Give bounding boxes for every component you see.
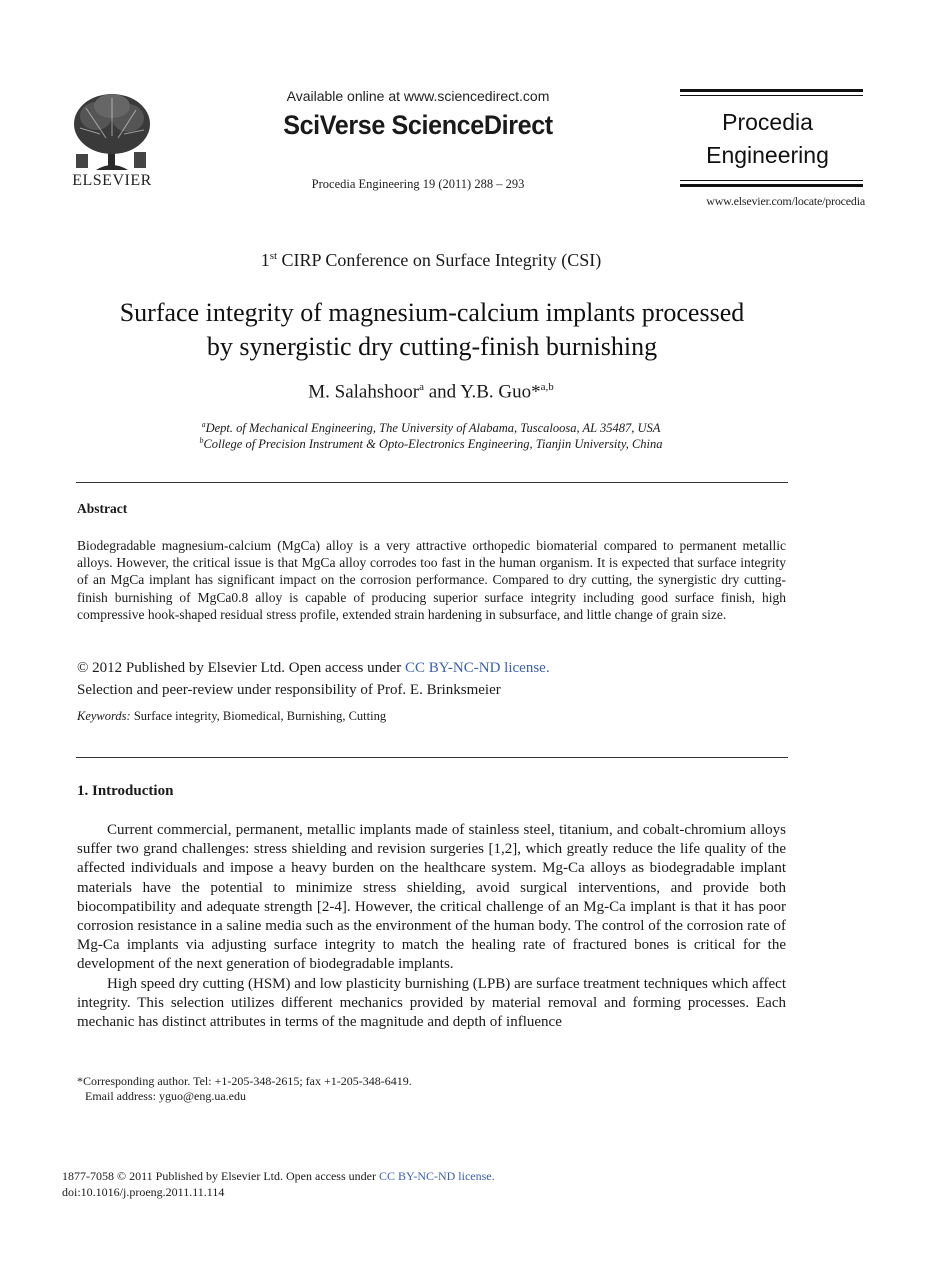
- page-footer: [62, 1168, 771, 1200]
- footer-open-access: Open access under: [286, 1169, 376, 1183]
- journal-title-line1: Procedia: [722, 109, 813, 135]
- peer-review-note: Selection and peer-review under responsibility of Prof. E. Brinksmeier: [77, 682, 501, 698]
- author-list: [0, 381, 862, 403]
- journal-box-rule: [680, 89, 863, 92]
- introduction-paragraph-1: Current commercial, permanent, metallic implants made of stainless steel, titanium, and cobalt-chromium alloys suffer two grand challenges: stress shielding and revision surgeries [1,2], which greatly reduce the life quality of the affected individuals and impose a heavy burden on the healthcare system. Mg-Ca alloys as biodegradable implant materials have the potential to minimize stress shielding, avoid surgical interventions, and provide both biocompatibility and adequate strength [2-4]. However, the critical challenge of an Mg-Ca implant is that it has poor corrosion resistance in a saline media such as the environment of the human body. The control of the corrosion rate of Mg-Ca implants via adjusting surface integrity to match the healing rate of fractured bones is critical for the development of the next generation of biodegradable implants.: [77, 822, 786, 973]
- doi[interactable]: doi:10.1016/j.proeng.2011.11.114: [62, 1185, 225, 1199]
- publisher-name: ELSEVIER: [72, 172, 152, 189]
- conference-name: [0, 250, 862, 271]
- issn-line: [62, 1168, 771, 1184]
- keywords-list: Surface integrity, Biomedical, Burnishing, Cutting: [133, 709, 387, 723]
- author-1: M. Salahshoor: [308, 381, 420, 403]
- corresponding-author-email: Email address: yguo@eng.ua.edu: [85, 1089, 247, 1103]
- paper-title-line2: by synergistic dry cutting-finish burnishing: [206, 332, 658, 361]
- keywords-label: Keywords:: [77, 709, 131, 723]
- author-2: Y.B. Guo*: [460, 381, 541, 403]
- section-heading-introduction: 1. Introduction: [77, 783, 174, 799]
- journal-box-rule: [680, 180, 863, 181]
- issn-copyright: 1877-7058 © 2011 Published by Elsevier Ltd.: [62, 1169, 283, 1183]
- affiliation-text: College of Precision Instrument & Opto-Electronics Engineering, Tianjin University, China: [203, 437, 663, 452]
- affiliation-text: Dept. of Mechanical Engineering, The University of Alabama, Tuscaloosa, AL 35487, USA: [205, 421, 661, 436]
- journal-box-rule: [680, 95, 863, 96]
- sciverse-brand: SciVerse ScienceDirect: [283, 110, 553, 140]
- license-link[interactable]: CC BY-NC-ND license.: [405, 660, 550, 676]
- journal-url[interactable]: www.elsevier.com/locate/procedia: [706, 194, 865, 208]
- keywords: [77, 709, 786, 724]
- conference-ordinal-suffix: st: [269, 250, 278, 262]
- copyright-text: © 2012 Published by Elsevier Ltd.: [77, 660, 286, 676]
- paper-title-line1: Surface integrity of magnesium-calcium implants processed: [119, 298, 745, 327]
- journal-reference: Procedia Engineering 19 (2011) 288 – 293: [311, 177, 525, 191]
- author-1-affiliation: a: [419, 381, 424, 393]
- corresponding-author-footnote: [77, 1074, 786, 1104]
- footer-license-link[interactable]: CC BY-NC-ND license.: [378, 1169, 495, 1183]
- divider: [76, 757, 788, 758]
- affiliation-mark: b: [199, 436, 204, 445]
- affiliation-b: [0, 436, 862, 452]
- affiliation-mark: a: [201, 420, 206, 429]
- journal-box-rule: [680, 184, 863, 187]
- journal-title-line2: Engineering: [706, 142, 829, 168]
- corresponding-author-contact: *Corresponding author. Tel: +1-205-348-2615; fax +1-205-348-6419.: [77, 1074, 412, 1088]
- introduction-paragraph-2: High speed dry cutting (HSM) and low plasticity burnishing (LPB) are surface treatment techniques which affect integrity. This selection utilizes different mechanics provided by material removal and forming processes. Each mechanic has distinct attributes in terms of the magnitude and depth of influence: [77, 975, 786, 1031]
- available-online-text: Available online at www.sciencedirect.com: [286, 88, 550, 104]
- author-conjunction: and: [428, 381, 457, 403]
- open-access-text: Open access under: [288, 660, 402, 676]
- abstract-text: Biodegradable magnesium-calcium (MgCa) alloy is a very attractive orthopedic biomaterial compared to permanent metallic alloys. However, the critical issue is that MgCa alloy corrodes too fast in the human organism. It is expected that surface integrity of an MgCa implant has significant impact on the corrosion performance. Compared to dry cutting, the synergistic dry cutting-finish burnishing of MgCa0.8 alloy is capable of producing superior surface integrity including good surface finish, high compressive hook-shaped residual stress profile, extended strain hardening in subsurface, and little change of grain size.: [77, 538, 786, 622]
- divider: [76, 482, 788, 483]
- copyright-line: [77, 660, 786, 677]
- paper-title: [60, 296, 804, 364]
- conference-title: CIRP Conference on Surface Integrity (CSI): [281, 250, 602, 270]
- conference-ordinal: 1: [260, 250, 270, 270]
- journal-title: [680, 106, 855, 172]
- author-2-affiliation: a,b: [540, 381, 554, 393]
- affiliation-a: [0, 420, 862, 436]
- introduction-body: [77, 821, 786, 1032]
- abstract-heading: Abstract: [77, 501, 128, 516]
